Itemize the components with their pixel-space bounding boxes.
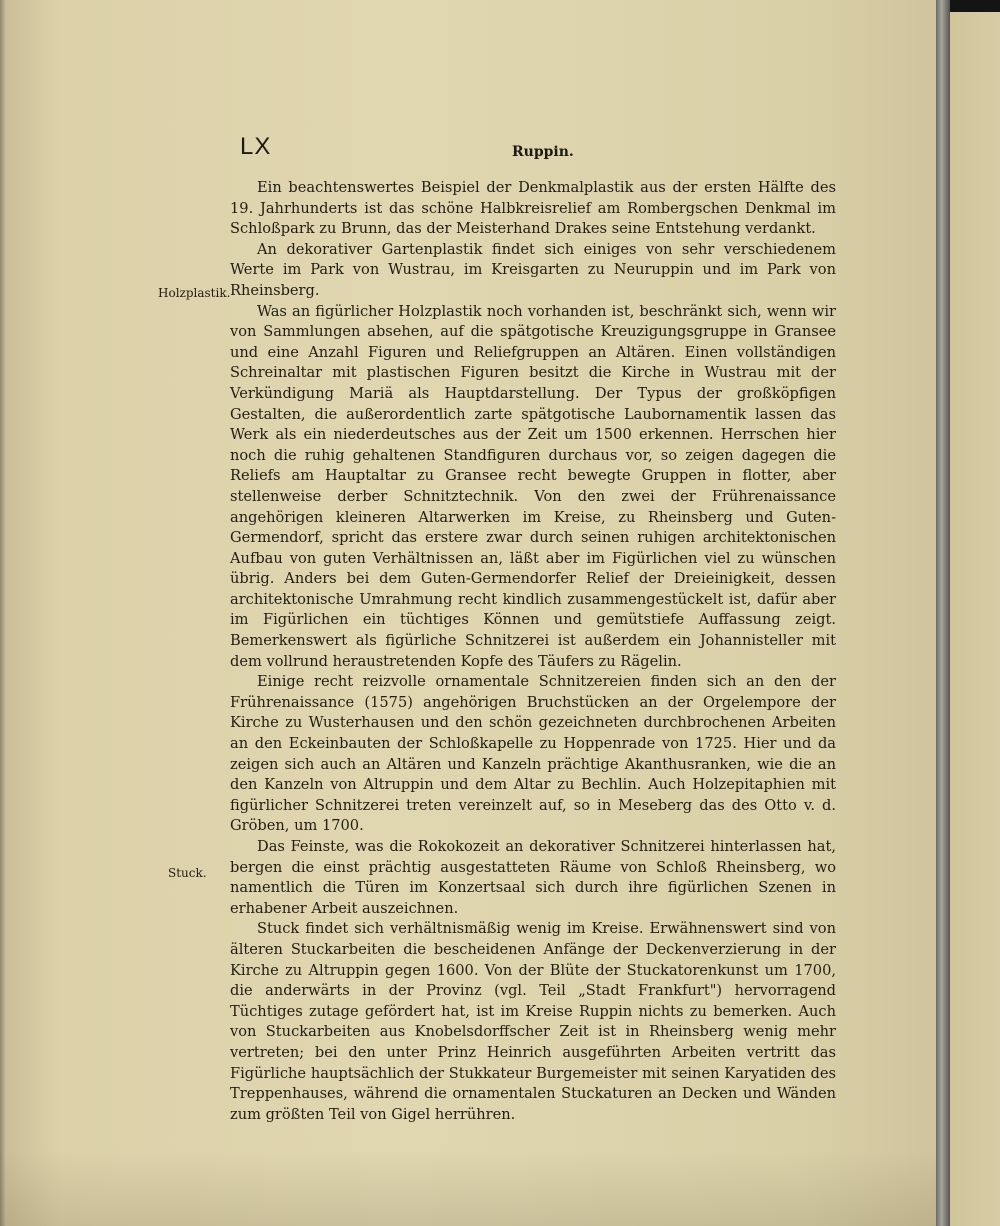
paragraph: Was an figürlicher Holzplastik noch vorhanden ist, beschränkt sich, wenn wir von Sammlungen absehen, auf die spätgotische Kreuzigungsgruppe in Gransee und eine Anzahl Figuren und Reliefgruppen an Altären. Einen vollständigen Schreinaltar mit plastischen Figuren besitzt die Kirche in Wustrau mit der Verkündigung Mariä als Hauptdarstellung. Der Typus der großköpfigen Gestalten, die außerordentlich zarte spätgotische Laubornamentik lassen das Werk als ein niederdeutsches aus der Zeit um 1500 erkennen. Herrschen hier noch die ruhig gehaltenen Standfiguren durchaus vor, so zeigen dagegen die Reliefs am Hauptaltar zu Gransee recht bewegte Gruppen in flotter, aber stellenweise derber Schnitztechnik. Von den zwei der Frührenaissance angehörigen kleineren Altarwerken im Kreise, zu Rheinsberg und Guten-Germendorf, spricht das erstere zwar durch seinen ruhigen architektonischen Aufbau von guten Verhältnissen an, läßt aber im Figürlichen viel zu wünschen übrig. Anders bei dem Guten-Germendorfer Relief der Dreieinigkeit, dessen architektonische Umrahmung recht kindlich zusammengestückelt ist, dafür aber im Figürlichen ein tüchtiges Können und gemütstiefe Auffassung zeigt. Bemerkenswert als figürliche Schnitzerei ist außerdem ein Johannisteller mit dem vollrund heraustretenden Kopfe des Täufers zu Rägelin. <box>230 302 836 670</box>
adjacent-page <box>950 12 1000 1226</box>
paragraph: Das Feinste, was die Rokokozeit an dekorativer Schnitzerei hinterlassen hat, bergen die einst prächtig ausgestatteten Räume von Schloß Rheinsberg, wo namentlich die Türen im Konzertsaal sich durch ihre figürlichen Szenen in erhabener Arbeit auszeichnen. <box>230 838 836 917</box>
page-number: LX <box>240 133 272 160</box>
body-text <box>230 178 836 1125</box>
running-title: Ruppin. <box>512 144 574 160</box>
paragraph: Ein beachtenswertes Beispiel der Denkmalplastik aus der ersten Hälfte des 19. Jahrhunderts ist das schöne Halbkreisrelief am Rombergschen Denkmal im Schloßpark zu Brunn, das der Meisterhand Drakes seine Entstehung verdankt. <box>230 179 836 238</box>
margin-note-stuck: Stuck. <box>168 866 207 880</box>
paragraph: Einige recht reizvolle ornamentale Schnitzereien finden sich an den der Frührenaissance (1575) angehörigen Bruchstücken an der Orgelempore der Kirche zu Wusterhausen und den schön gezeichneten durchbrochenen Arbeiten an den Eckeinbauten der Schloßkapelle zu Hoppenrade von 1725. Hier und da zeigen sich auch an Altären und Kanzeln prächtige Akanthusranken, wie die an den Kanzeln von Altruppin und dem Altar zu Bechlin. Auch Holzepitaphien mit figürlicher Schnitzerei treten vereinzelt auf, so in Meseberg das des Otto v. d. Gröben, um 1700. <box>230 673 836 835</box>
paragraph: An dekorativer Gartenplastik findet sich einiges von sehr verschiedenem Werte im Park von Wustrau, im Kreisgarten zu Neuruppin und im Park von Rheinsberg. <box>230 240 836 299</box>
page-bottom-shade <box>0 1150 936 1226</box>
paragraph: Stuck findet sich verhältnismäßig wenig im Kreise. Erwähnenswert sind von älteren Stuckarbeiten die bescheidenen Anfänge der Deckenverzierung in der Kirche zu Altruppin gegen 1600. Von der Blüte der Stuckatorenkunst um 1700, die anderwärts in der Provinz (vgl. Teil „Stadt Frankfurt") hervorragend Tüchtiges zutage gefördert hat, ist im Kreise Ruppin nichts zu bemerken. Auch von Stuckarbeiten aus Knobelsdorffscher Zeit ist in Rheinsberg wenig mehr vertreten; bei den unter Prinz Heinrich ausgeführten Arbeiten vertritt das Figürliche hauptsächlich der Stukkateur Burgemeister mit seinen Karyatiden des Treppenhauses, während die ornamentalen Stuckaturen an Decken und Wänden zum größten Teil von Gigel herrühren. <box>230 920 836 1123</box>
margin-note-holzplastik: Holzplastik. <box>158 286 231 300</box>
page-left-edge <box>0 0 6 1226</box>
book-spine-edge <box>936 0 950 1226</box>
